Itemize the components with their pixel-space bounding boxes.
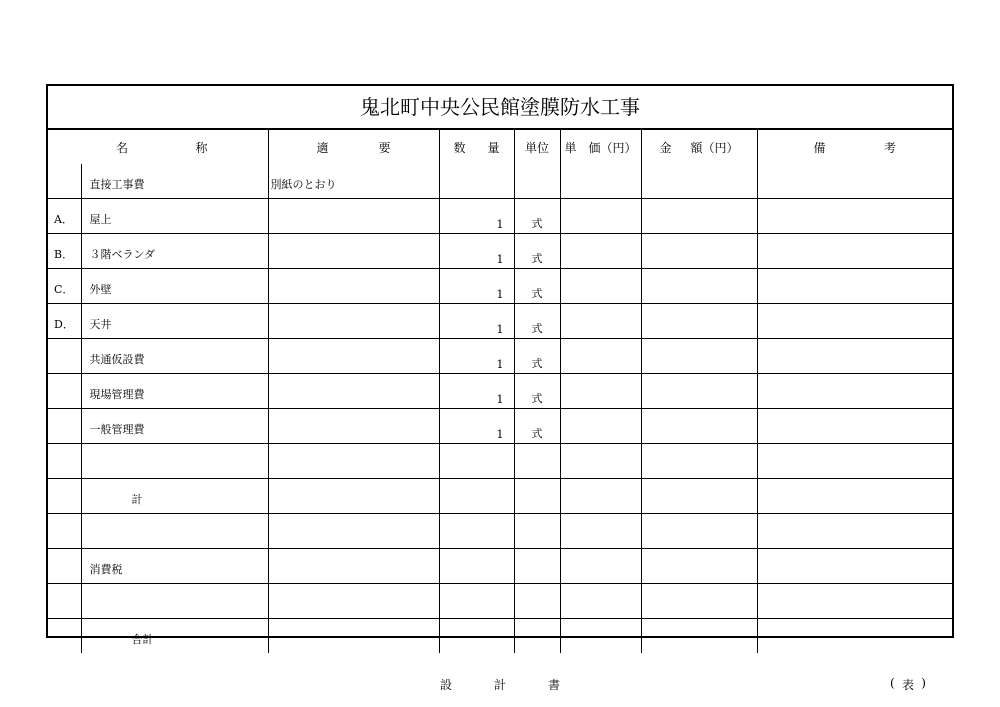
- row-remarks-cell: [757, 444, 952, 479]
- footer-title: [440, 676, 560, 693]
- table-row: [48, 304, 952, 339]
- row-quantity: 1: [496, 288, 504, 301]
- row-name: ３階ベランダ: [89, 248, 156, 261]
- row-quantity-cell: [439, 199, 514, 234]
- row-mark-cell: [48, 479, 81, 514]
- row-remarks-cell: [757, 164, 952, 199]
- row-summary-cell: [268, 234, 439, 269]
- row-unit-cell: [514, 514, 560, 549]
- row-remarks-cell: [757, 479, 952, 514]
- header-quantity: [439, 130, 514, 164]
- header-remarks-2: 考: [883, 140, 896, 155]
- row-mark-cell: [48, 549, 81, 584]
- table-row: [48, 514, 952, 549]
- row-unit: 式: [531, 252, 543, 265]
- footer-note: [890, 676, 926, 693]
- header-summary-1: 適: [316, 140, 329, 155]
- row-amount-cell: [641, 374, 757, 409]
- row-summary-cell: [268, 619, 439, 654]
- table-row: [48, 339, 952, 374]
- header-name-1: 名: [116, 140, 129, 155]
- row-name-cell: [81, 619, 268, 654]
- row-unit-price-cell: [560, 619, 641, 654]
- header-amount-1: 金: [659, 140, 672, 155]
- row-mark-cell: [48, 444, 81, 479]
- row-summary-cell: [268, 549, 439, 584]
- table-row: [48, 444, 952, 479]
- row-remarks-cell: [757, 304, 952, 339]
- row-remarks-cell: [757, 619, 952, 654]
- row-name-cell: [81, 234, 268, 269]
- table-row: [48, 269, 952, 304]
- row-unit-cell: [514, 409, 560, 444]
- row-unit: 式: [531, 357, 543, 370]
- row-mark: B．: [54, 248, 74, 261]
- row-unit: 式: [531, 287, 543, 300]
- row-remarks-cell: [757, 269, 952, 304]
- table-row: [48, 479, 952, 514]
- row-remarks-cell: [757, 234, 952, 269]
- row-quantity: 1: [496, 323, 504, 336]
- table-row: [48, 199, 952, 234]
- row-unit-price-cell: [560, 584, 641, 619]
- row-name: 合計: [131, 633, 154, 646]
- row-amount-cell: [641, 444, 757, 479]
- row-summary-cell: [268, 479, 439, 514]
- row-amount-cell: [641, 619, 757, 654]
- row-summary-cell: [268, 584, 439, 619]
- row-remarks-cell: [757, 339, 952, 374]
- row-unit-cell: [514, 549, 560, 584]
- document-title: 鬼北町中央公民館塗膜防水工事: [48, 86, 952, 130]
- footer-note-1: (: [890, 676, 895, 690]
- row-name: 天井: [89, 318, 112, 331]
- row-unit-cell: [514, 304, 560, 339]
- row-quantity: 1: [496, 358, 504, 371]
- row-quantity-cell: [439, 269, 514, 304]
- row-quantity-cell: [439, 164, 514, 199]
- footer-title-1: 設: [440, 678, 453, 692]
- header-summary: [268, 130, 439, 164]
- row-quantity-cell: [439, 584, 514, 619]
- row-amount-cell: [641, 514, 757, 549]
- row-quantity: 1: [496, 393, 504, 406]
- row-unit-cell: [514, 269, 560, 304]
- row-mark-cell: [48, 269, 81, 304]
- row-amount-cell: [641, 479, 757, 514]
- header-name-2: 称: [195, 140, 208, 155]
- row-quantity-cell: [439, 514, 514, 549]
- row-name: 一般管理費: [89, 423, 145, 436]
- table-row: [48, 549, 952, 584]
- row-summary: 別紙のとおり: [270, 178, 337, 191]
- row-quantity-cell: [439, 304, 514, 339]
- row-quantity: 1: [496, 218, 504, 231]
- row-remarks-cell: [757, 199, 952, 234]
- row-mark: C．: [54, 283, 74, 296]
- row-amount-cell: [641, 409, 757, 444]
- row-name: 外壁: [89, 283, 112, 296]
- footer-note-2: 表: [901, 678, 914, 692]
- row-quantity-cell: [439, 479, 514, 514]
- row-quantity-cell: [439, 234, 514, 269]
- row-mark-cell: [48, 409, 81, 444]
- row-name-cell: [81, 164, 268, 199]
- row-amount-cell: [641, 199, 757, 234]
- estimate-table: [48, 130, 952, 653]
- table-row: [48, 584, 952, 619]
- row-summary-cell: [268, 374, 439, 409]
- row-quantity-cell: [439, 619, 514, 654]
- row-amount-cell: [641, 339, 757, 374]
- row-mark: D．: [54, 318, 74, 331]
- header-unit-price-2: 価（円）: [588, 140, 637, 155]
- row-unit-price-cell: [560, 234, 641, 269]
- row-name-cell: [81, 409, 268, 444]
- row-quantity-cell: [439, 444, 514, 479]
- row-summary-cell: [268, 164, 439, 199]
- row-name-cell: [81, 514, 268, 549]
- row-summary-cell: [268, 199, 439, 234]
- row-unit-price-cell: [560, 409, 641, 444]
- row-unit-cell: [514, 374, 560, 409]
- row-mark-cell: [48, 339, 81, 374]
- row-summary-cell: [268, 304, 439, 339]
- row-summary-cell: [268, 269, 439, 304]
- row-summary-cell: [268, 444, 439, 479]
- row-unit-cell: [514, 164, 560, 199]
- header-unit-price: [560, 130, 641, 164]
- row-unit-price-cell: [560, 549, 641, 584]
- row-unit: 式: [531, 217, 543, 230]
- row-mark: A．: [54, 213, 73, 226]
- row-name: 直接工事費: [89, 178, 145, 191]
- header-name: [48, 130, 268, 164]
- row-quantity: 1: [496, 253, 504, 266]
- row-unit-price-cell: [560, 164, 641, 199]
- row-unit: 式: [531, 322, 543, 335]
- row-mark-cell: [48, 514, 81, 549]
- row-name: 屋上: [89, 213, 112, 226]
- table-row: [48, 409, 952, 444]
- header-quantity-1: 数: [453, 140, 466, 155]
- row-unit-cell: [514, 479, 560, 514]
- row-name-cell: [81, 304, 268, 339]
- row-unit: 式: [531, 427, 543, 440]
- table-row: [48, 619, 952, 654]
- row-mark-cell: [48, 374, 81, 409]
- footer-title-3: 書: [547, 678, 560, 692]
- row-amount-cell: [641, 234, 757, 269]
- row-unit-price-cell: [560, 479, 641, 514]
- row-unit-cell: [514, 339, 560, 374]
- row-quantity-cell: [439, 409, 514, 444]
- row-unit-price-cell: [560, 199, 641, 234]
- row-mark-cell: [48, 199, 81, 234]
- row-amount-cell: [641, 304, 757, 339]
- row-name-cell: [81, 479, 268, 514]
- row-unit: 式: [531, 392, 543, 405]
- row-amount-cell: [641, 584, 757, 619]
- header-remarks-1: 備: [813, 140, 826, 155]
- row-mark-cell: [48, 619, 81, 654]
- row-summary-cell: [268, 339, 439, 374]
- row-unit-price-cell: [560, 339, 641, 374]
- row-name: 現場管理費: [89, 388, 145, 401]
- row-name-cell: [81, 549, 268, 584]
- row-remarks-cell: [757, 514, 952, 549]
- header-unit: 単位: [514, 130, 560, 164]
- row-quantity-cell: [439, 339, 514, 374]
- row-amount-cell: [641, 164, 757, 199]
- row-name-cell: [81, 584, 268, 619]
- header-remarks: [757, 130, 952, 164]
- table-row: [48, 164, 952, 199]
- row-mark-cell: [48, 164, 81, 199]
- footer-title-2: 計: [493, 678, 506, 692]
- row-amount-cell: [641, 549, 757, 584]
- row-name: 消費税: [89, 563, 123, 576]
- row-quantity-cell: [439, 549, 514, 584]
- header-amount-2: 額（円）: [690, 140, 739, 155]
- row-summary-cell: [268, 514, 439, 549]
- row-name-cell: [81, 269, 268, 304]
- row-remarks-cell: [757, 409, 952, 444]
- row-name: 計: [131, 493, 143, 506]
- row-remarks-cell: [757, 549, 952, 584]
- row-unit-price-cell: [560, 444, 641, 479]
- row-name-cell: [81, 339, 268, 374]
- row-remarks-cell: [757, 374, 952, 409]
- row-unit-price-cell: [560, 304, 641, 339]
- row-name-cell: [81, 199, 268, 234]
- header-unit-price-1: 単: [564, 140, 577, 155]
- table-row: [48, 374, 952, 409]
- row-mark-cell: [48, 304, 81, 339]
- row-mark-cell: [48, 584, 81, 619]
- row-unit-cell: [514, 444, 560, 479]
- row-unit-price-cell: [560, 374, 641, 409]
- row-unit-cell: [514, 199, 560, 234]
- header-row: [48, 130, 952, 164]
- row-quantity: 1: [496, 428, 504, 441]
- header-quantity-2: 量: [487, 140, 500, 155]
- row-unit-cell: [514, 619, 560, 654]
- row-remarks-cell: [757, 584, 952, 619]
- row-amount-cell: [641, 269, 757, 304]
- row-name-cell: [81, 444, 268, 479]
- footer-note-3: ): [921, 676, 926, 690]
- row-name: 共通仮設費: [89, 353, 145, 366]
- row-summary-cell: [268, 409, 439, 444]
- row-unit-cell: [514, 584, 560, 619]
- table-row: [48, 234, 952, 269]
- row-quantity-cell: [439, 374, 514, 409]
- row-name-cell: [81, 374, 268, 409]
- header-summary-2: 要: [378, 140, 391, 155]
- row-unit-price-cell: [560, 514, 641, 549]
- header-amount: [641, 130, 757, 164]
- row-unit-price-cell: [560, 269, 641, 304]
- row-mark-cell: [48, 234, 81, 269]
- row-unit-cell: [514, 234, 560, 269]
- estimate-sheet: [46, 84, 954, 646]
